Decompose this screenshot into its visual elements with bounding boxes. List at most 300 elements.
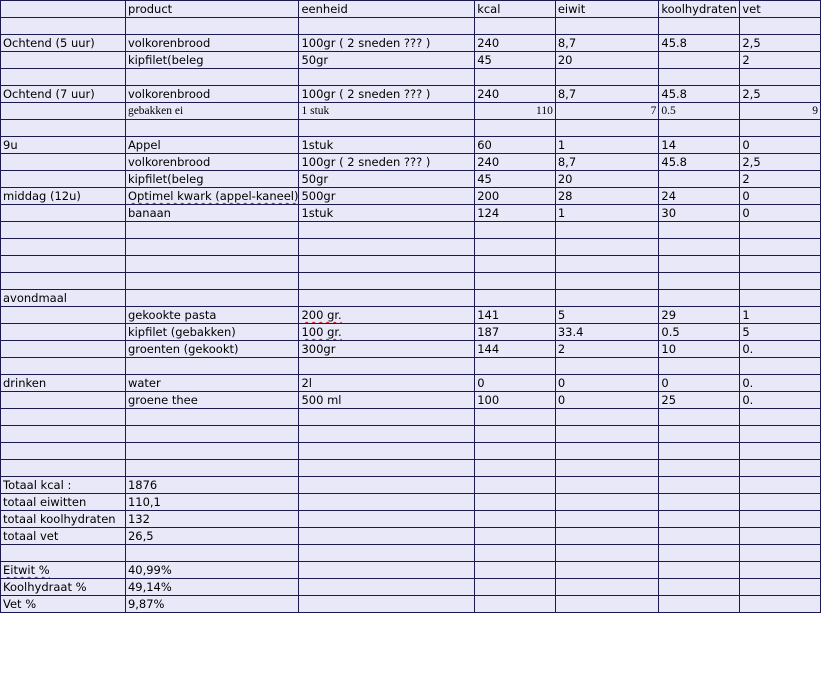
product-cell[interactable] <box>125 290 299 307</box>
fat-cell[interactable] <box>740 358 821 375</box>
fat-cell[interactable] <box>740 324 821 341</box>
protein-cell[interactable] <box>555 171 659 188</box>
kcal-cell[interactable] <box>475 528 556 545</box>
protein-cell[interactable] <box>555 86 659 103</box>
cell-text: 8,7 <box>557 36 577 50</box>
product-cell[interactable] <box>125 341 299 358</box>
unit-cell[interactable] <box>299 86 475 103</box>
fat-cell[interactable] <box>740 341 821 358</box>
protein-cell[interactable] <box>555 137 659 154</box>
meal-cell[interactable] <box>1 120 126 137</box>
carbs-cell[interactable] <box>659 375 740 392</box>
kcal-cell[interactable] <box>475 358 556 375</box>
product-cell[interactable] <box>125 426 299 443</box>
cell-text: 0 <box>742 138 750 152</box>
meal-cell[interactable] <box>1 324 126 341</box>
fat-cell[interactable] <box>740 307 821 324</box>
unit-cell[interactable] <box>299 392 475 409</box>
kcal-cell[interactable] <box>475 290 556 307</box>
carbs-cell[interactable] <box>659 528 740 545</box>
cell-text: 132 <box>127 512 150 526</box>
table-row <box>1 171 821 188</box>
meal-cell[interactable] <box>1 562 126 579</box>
carbs-cell[interactable] <box>659 239 740 256</box>
product-cell[interactable] <box>125 239 299 256</box>
product-cell[interactable] <box>125 171 299 188</box>
product-cell[interactable] <box>125 256 299 273</box>
carbs-cell[interactable] <box>659 358 740 375</box>
product-cell[interactable] <box>125 137 299 154</box>
fat-cell[interactable] <box>740 273 821 290</box>
product-cell[interactable] <box>125 545 299 562</box>
table-row <box>1 494 821 511</box>
carbs-cell[interactable] <box>659 35 740 52</box>
cell-text: 2 <box>557 342 566 356</box>
carbs-cell[interactable] <box>659 307 740 324</box>
cell-text: volkorenbrood <box>127 155 211 169</box>
protein-cell[interactable] <box>555 375 659 392</box>
meal-cell[interactable] <box>1 409 126 426</box>
table-row <box>1 35 821 52</box>
unit-cell[interactable] <box>299 324 475 341</box>
meal-cell[interactable] <box>1 154 126 171</box>
carbs-cell[interactable] <box>659 222 740 239</box>
protein-cell[interactable] <box>555 511 659 528</box>
product-cell[interactable] <box>125 409 299 426</box>
fat-cell[interactable] <box>740 494 821 511</box>
carbs-cell[interactable] <box>659 545 740 562</box>
unit-cell[interactable] <box>299 18 475 35</box>
cell-text: vet <box>742 2 761 16</box>
meal-cell[interactable] <box>1 511 126 528</box>
kcal-cell[interactable] <box>475 392 556 409</box>
kcal-cell[interactable] <box>475 120 556 137</box>
unit-cell[interactable] <box>299 307 475 324</box>
cell-text: 2l <box>301 376 312 390</box>
fat-cell[interactable] <box>740 205 821 222</box>
protein-cell[interactable] <box>555 222 659 239</box>
carbs-cell[interactable] <box>659 120 740 137</box>
product-cell[interactable] <box>125 443 299 460</box>
fat-cell[interactable] <box>740 256 821 273</box>
protein-cell[interactable] <box>555 120 659 137</box>
fat-cell[interactable] <box>740 222 821 239</box>
meal-cell[interactable] <box>1 188 126 205</box>
meal-cell[interactable] <box>1 69 126 86</box>
product-cell[interactable] <box>125 69 299 86</box>
cell-text: 9u <box>3 138 18 152</box>
unit-cell[interactable] <box>299 35 475 52</box>
unit-cell[interactable] <box>299 239 475 256</box>
protein-cell[interactable] <box>555 494 659 511</box>
unit-cell[interactable] <box>299 528 475 545</box>
protein-cell[interactable] <box>555 35 659 52</box>
table-row <box>1 579 821 596</box>
carbs-cell[interactable] <box>659 443 740 460</box>
fat-cell[interactable] <box>740 239 821 256</box>
fat-cell[interactable] <box>740 103 821 120</box>
cell-text: 100gr ( 2 sneden ??? ) <box>301 155 431 169</box>
cell-text: 50gr <box>301 172 329 186</box>
meal-cell[interactable] <box>1 528 126 545</box>
table-row <box>1 137 821 154</box>
fat-cell[interactable] <box>740 477 821 494</box>
kcal-cell[interactable] <box>475 188 556 205</box>
fat-cell[interactable] <box>740 35 821 52</box>
fat-cell[interactable] <box>740 137 821 154</box>
unit-cell[interactable] <box>299 460 475 477</box>
kcal-cell[interactable] <box>475 103 556 120</box>
meal-cell[interactable] <box>1 426 126 443</box>
cell-text: 500gr <box>301 189 336 203</box>
carbs-cell[interactable] <box>659 596 740 613</box>
unit-cell[interactable] <box>299 205 475 222</box>
unit-cell[interactable] <box>299 69 475 86</box>
protein-cell[interactable] <box>555 392 659 409</box>
meal-cell[interactable] <box>1 86 126 103</box>
carbs-cell[interactable] <box>659 477 740 494</box>
carbs-cell[interactable] <box>659 205 740 222</box>
product-cell[interactable] <box>125 273 299 290</box>
cell-text: 100gr ( 2 sneden ??? ) <box>301 87 431 101</box>
meal-cell[interactable] <box>1 239 126 256</box>
protein-cell[interactable] <box>555 528 659 545</box>
protein-cell[interactable] <box>555 460 659 477</box>
fat-cell[interactable] <box>740 392 821 409</box>
product-cell[interactable] <box>125 188 299 205</box>
protein-cell[interactable] <box>555 341 659 358</box>
cell-text: 2 <box>742 53 750 67</box>
fat-cell[interactable] <box>740 154 821 171</box>
cell-text: eenheid <box>301 2 348 16</box>
product-cell[interactable] <box>125 596 299 613</box>
product-cell[interactable] <box>125 35 299 52</box>
meal-cell[interactable] <box>1 341 126 358</box>
kcal-cell[interactable] <box>475 52 556 69</box>
kcal-cell[interactable] <box>475 375 556 392</box>
meal-cell[interactable] <box>1 358 126 375</box>
unit-cell[interactable] <box>299 477 475 494</box>
meal-cell[interactable] <box>1 477 126 494</box>
fat-cell[interactable] <box>740 562 821 579</box>
cell-text: totaal eiwitten <box>3 495 87 509</box>
table-row <box>1 222 821 239</box>
kcal-cell[interactable] <box>475 205 556 222</box>
fat-cell[interactable] <box>740 511 821 528</box>
kcal-cell[interactable] <box>475 307 556 324</box>
table-row <box>1 188 821 205</box>
carbs-cell[interactable] <box>659 494 740 511</box>
carbs-cell[interactable] <box>659 18 740 35</box>
kcal-cell[interactable] <box>475 494 556 511</box>
fat-cell[interactable] <box>740 528 821 545</box>
cell-text: totaal koolhydraten <box>3 512 116 526</box>
carbs-cell[interactable] <box>659 137 740 154</box>
product-cell[interactable] <box>125 392 299 409</box>
protein-cell[interactable] <box>555 103 659 120</box>
product-cell[interactable] <box>125 375 299 392</box>
kcal-cell[interactable] <box>475 137 556 154</box>
product-cell[interactable] <box>125 511 299 528</box>
carbs-cell[interactable] <box>659 460 740 477</box>
meal-cell[interactable] <box>1 35 126 52</box>
kcal-cell[interactable] <box>475 1 556 18</box>
protein-cell[interactable] <box>555 256 659 273</box>
carbs-cell[interactable] <box>659 69 740 86</box>
kcal-cell[interactable] <box>475 273 556 290</box>
fat-cell[interactable] <box>740 69 821 86</box>
unit-cell[interactable] <box>299 409 475 426</box>
unit-cell[interactable] <box>299 511 475 528</box>
unit-cell[interactable] <box>299 494 475 511</box>
fat-cell[interactable] <box>740 460 821 477</box>
meal-cell[interactable] <box>1 596 126 613</box>
fat-cell[interactable] <box>740 120 821 137</box>
cell-text: 0 <box>557 376 566 390</box>
unit-cell[interactable] <box>299 256 475 273</box>
unit-cell[interactable] <box>299 545 475 562</box>
fat-cell[interactable] <box>740 409 821 426</box>
protein-cell[interactable] <box>555 477 659 494</box>
meal-cell[interactable] <box>1 52 126 69</box>
kcal-cell[interactable] <box>475 222 556 239</box>
fat-cell[interactable] <box>740 1 821 18</box>
meal-cell[interactable] <box>1 222 126 239</box>
product-cell[interactable] <box>125 579 299 596</box>
unit-cell[interactable] <box>299 562 475 579</box>
protein-cell[interactable] <box>555 188 659 205</box>
fat-cell[interactable] <box>740 52 821 69</box>
product-cell[interactable] <box>125 103 299 120</box>
product-cell[interactable] <box>125 120 299 137</box>
protein-cell[interactable] <box>555 579 659 596</box>
meal-cell[interactable] <box>1 1 126 18</box>
kcal-cell[interactable] <box>475 324 556 341</box>
table-row <box>1 239 821 256</box>
product-cell[interactable] <box>125 1 299 18</box>
fat-cell[interactable] <box>740 18 821 35</box>
protein-cell[interactable] <box>555 307 659 324</box>
carbs-cell[interactable] <box>659 86 740 103</box>
protein-cell[interactable] <box>555 69 659 86</box>
product-cell[interactable] <box>125 222 299 239</box>
table-row <box>1 596 821 613</box>
kcal-cell[interactable] <box>475 511 556 528</box>
table-row <box>1 409 821 426</box>
kcal-cell[interactable] <box>475 171 556 188</box>
meal-cell[interactable] <box>1 137 126 154</box>
product-cell[interactable] <box>125 494 299 511</box>
kcal-cell[interactable] <box>475 477 556 494</box>
protein-cell[interactable] <box>555 426 659 443</box>
product-cell[interactable] <box>125 562 299 579</box>
table-row <box>1 307 821 324</box>
meal-cell[interactable] <box>1 290 126 307</box>
cell-text: 10 <box>661 342 677 356</box>
kcal-cell[interactable] <box>475 18 556 35</box>
carbs-cell[interactable] <box>659 579 740 596</box>
unit-cell[interactable] <box>299 137 475 154</box>
carbs-cell[interactable] <box>659 562 740 579</box>
meal-cell[interactable] <box>1 273 126 290</box>
kcal-cell[interactable] <box>475 562 556 579</box>
unit-cell[interactable] <box>299 171 475 188</box>
protein-cell[interactable] <box>555 52 659 69</box>
cell-text: 45.8 <box>661 36 687 50</box>
carbs-cell[interactable] <box>659 103 740 120</box>
unit-cell[interactable] <box>299 579 475 596</box>
kcal-cell[interactable] <box>475 69 556 86</box>
product-cell[interactable] <box>125 52 299 69</box>
protein-cell[interactable] <box>555 443 659 460</box>
table-row <box>1 341 821 358</box>
table-row <box>1 528 821 545</box>
meal-cell[interactable] <box>1 307 126 324</box>
protein-cell[interactable] <box>555 1 659 18</box>
unit-cell[interactable] <box>299 443 475 460</box>
cell-text: 45 <box>477 172 492 186</box>
fat-cell[interactable] <box>740 171 821 188</box>
unit-cell[interactable] <box>299 273 475 290</box>
unit-cell[interactable] <box>299 290 475 307</box>
kcal-cell[interactable] <box>475 256 556 273</box>
kcal-cell[interactable] <box>475 341 556 358</box>
fat-cell[interactable] <box>740 375 821 392</box>
fat-cell[interactable] <box>740 596 821 613</box>
unit-cell[interactable] <box>299 358 475 375</box>
cell-text: 9 <box>812 105 818 117</box>
cell-text: Koolhydraat % <box>3 580 87 594</box>
unit-cell[interactable] <box>299 103 475 120</box>
carbs-cell[interactable] <box>659 1 740 18</box>
carbs-cell[interactable] <box>659 409 740 426</box>
protein-cell[interactable] <box>555 409 659 426</box>
carbs-cell[interactable] <box>659 171 740 188</box>
kcal-cell[interactable] <box>475 596 556 613</box>
product-cell[interactable] <box>125 205 299 222</box>
kcal-cell[interactable] <box>475 154 556 171</box>
unit-cell[interactable] <box>299 375 475 392</box>
product-cell[interactable] <box>125 307 299 324</box>
carbs-cell[interactable] <box>659 256 740 273</box>
unit-cell[interactable] <box>299 596 475 613</box>
cell-text: gekookte pasta <box>127 308 217 322</box>
fat-cell[interactable] <box>740 86 821 103</box>
unit-cell[interactable] <box>299 426 475 443</box>
kcal-cell[interactable] <box>475 443 556 460</box>
meal-cell[interactable] <box>1 171 126 188</box>
product-cell[interactable] <box>125 358 299 375</box>
fat-cell[interactable] <box>740 426 821 443</box>
carbs-cell[interactable] <box>659 426 740 443</box>
protein-cell[interactable] <box>555 358 659 375</box>
table-row <box>1 154 821 171</box>
cell-text: gebakken ei <box>127 105 184 117</box>
unit-cell[interactable] <box>299 341 475 358</box>
meal-cell[interactable] <box>1 392 126 409</box>
carbs-cell[interactable] <box>659 290 740 307</box>
protein-cell[interactable] <box>555 596 659 613</box>
kcal-cell[interactable] <box>475 426 556 443</box>
fat-cell[interactable] <box>740 579 821 596</box>
product-cell[interactable] <box>125 86 299 103</box>
kcal-cell[interactable] <box>475 579 556 596</box>
unit-cell[interactable] <box>299 52 475 69</box>
meal-cell[interactable] <box>1 205 126 222</box>
carbs-cell[interactable] <box>659 392 740 409</box>
table-row <box>1 392 821 409</box>
kcal-cell[interactable] <box>475 545 556 562</box>
protein-cell[interactable] <box>555 545 659 562</box>
carbs-cell[interactable] <box>659 188 740 205</box>
meal-cell[interactable] <box>1 375 126 392</box>
unit-cell[interactable] <box>299 154 475 171</box>
unit-cell[interactable] <box>299 120 475 137</box>
meal-cell[interactable] <box>1 545 126 562</box>
kcal-cell[interactable] <box>475 409 556 426</box>
fat-cell[interactable] <box>740 545 821 562</box>
cell-text: Totaal kcal : <box>3 478 72 492</box>
carbs-cell[interactable] <box>659 273 740 290</box>
cell-text: 1stuk <box>301 138 334 152</box>
cell-text: kipfilet (gebakken) <box>127 325 236 339</box>
fat-cell[interactable] <box>740 443 821 460</box>
table-row <box>1 324 821 341</box>
protein-cell[interactable] <box>555 205 659 222</box>
carbs-cell[interactable] <box>659 52 740 69</box>
kcal-cell[interactable] <box>475 239 556 256</box>
meal-cell[interactable] <box>1 18 126 35</box>
kcal-cell[interactable] <box>475 35 556 52</box>
carbs-cell[interactable] <box>659 154 740 171</box>
protein-cell[interactable] <box>555 290 659 307</box>
unit-cell[interactable] <box>299 188 475 205</box>
meal-cell[interactable] <box>1 256 126 273</box>
unit-cell[interactable] <box>299 222 475 239</box>
meal-cell[interactable] <box>1 579 126 596</box>
fat-cell[interactable] <box>740 188 821 205</box>
kcal-cell[interactable] <box>475 460 556 477</box>
protein-cell[interactable] <box>555 18 659 35</box>
product-cell[interactable] <box>125 18 299 35</box>
protein-cell[interactable] <box>555 562 659 579</box>
protein-cell[interactable] <box>555 239 659 256</box>
fat-cell[interactable] <box>740 290 821 307</box>
table-row <box>1 86 821 103</box>
kcal-cell[interactable] <box>475 86 556 103</box>
cell-text: 1 <box>742 308 750 322</box>
carbs-cell[interactable] <box>659 511 740 528</box>
carbs-cell[interactable] <box>659 324 740 341</box>
cell-text: 0.5 <box>661 105 676 117</box>
table-row <box>1 103 821 120</box>
product-cell[interactable] <box>125 154 299 171</box>
meal-cell[interactable] <box>1 103 126 120</box>
cell-text: 26,5 <box>127 529 154 543</box>
product-cell[interactable] <box>125 324 299 341</box>
unit-cell[interactable] <box>299 1 475 18</box>
protein-cell[interactable] <box>555 273 659 290</box>
meal-cell[interactable] <box>1 494 126 511</box>
product-cell[interactable] <box>125 460 299 477</box>
meal-cell[interactable] <box>1 460 126 477</box>
carbs-cell[interactable] <box>659 341 740 358</box>
protein-cell[interactable] <box>555 324 659 341</box>
protein-cell[interactable] <box>555 154 659 171</box>
meal-cell[interactable] <box>1 443 126 460</box>
product-cell[interactable] <box>125 477 299 494</box>
product-cell[interactable] <box>125 528 299 545</box>
